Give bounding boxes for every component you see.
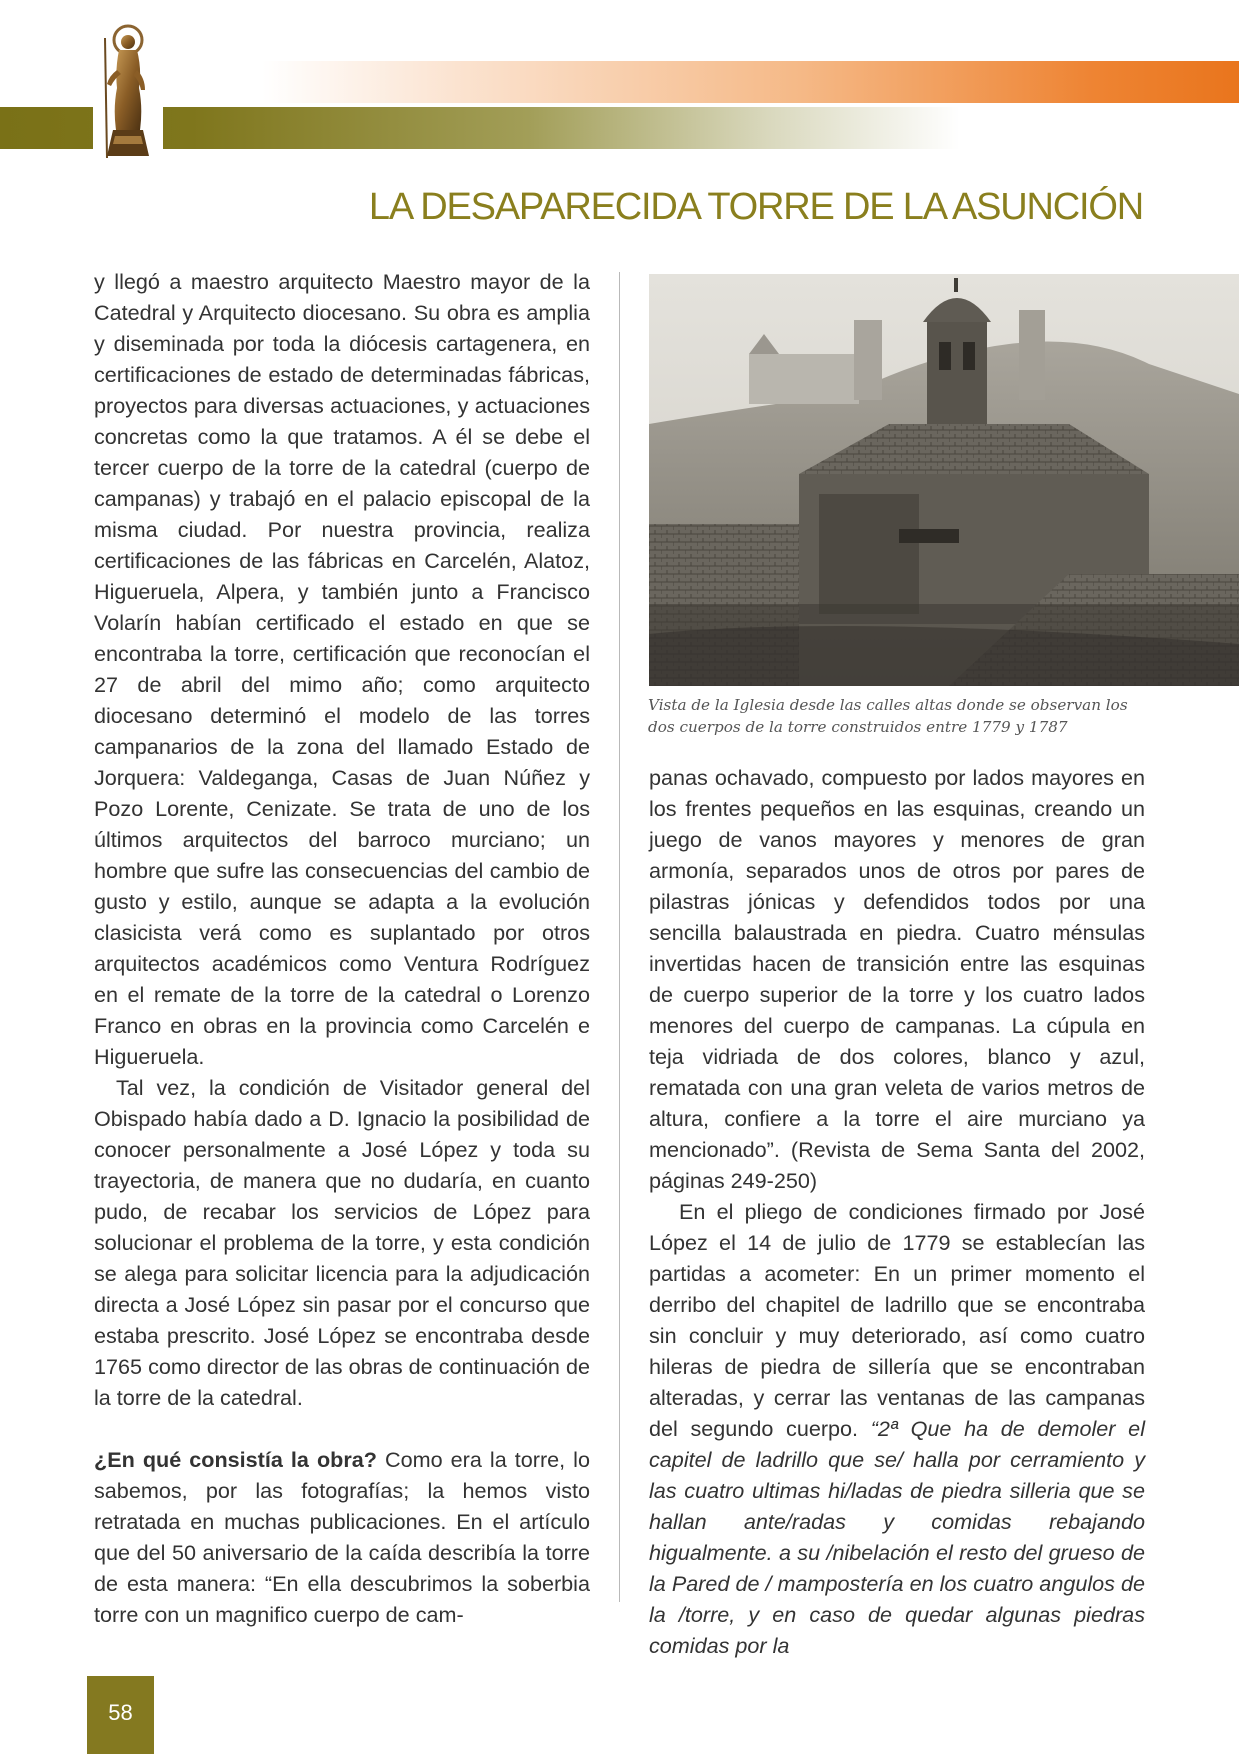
page-number-box [87,1676,154,1754]
left-paragraph-1: y llegó a maestro arquitecto Maestro mayor de la Catedral y Arquitecto diocesano. Su obra es amplia y diseminada por toda la diócesis cartagenera, en certificaciones de estado de determinadas fábricas, proyectos para diversas actuaciones, y actuaciones concretas como la que tratamos. A él se debe el tercer cuerpo de la torre de la catedral (cuerpo de campanas) y trabajó en el palacio episcopal de la misma ciudad. Por nuestra provincia, realiza certificaciones de las fábricas en Carcelén, Alatoz, Higueruela, Alpera, y también junto a Francisco Volarín habían certificado el estado en que se encontraba la torre, certificación que reconocían el 27 de abril del mimo año; como arquitecto diocesano determinó el modelo de las torres campanarios de la zona del llamado Estado de Jorquera: Valdeganga, Casas de Juan Núñez y Pozo Lorente, Cenizate. Se trata de uno de los últimos arquitectos del barroco murciano; un hombre que sufre las consecuencias del cambio de gusto y estilo, aunque se adapta a la evolución clasicista verá como es suplantado por otros arquitectos académicos como Ventura Rodríguez en el remate de la torre de la catedral o Lorenzo Franco en obras en la provincia como Carcelén e Higueruela. [94,269,590,1069]
church-photo [649,274,1239,686]
left-text-column [94,266,590,1630]
left-paragraph-3-text: Como era la torre, lo sabemos, por las fotografías; la hemos visto retratada en muchas publicaciones. En el artículo que del 50 aniversario de la caída describía la torre de esta manera: “En ella descubrimos la soberbia torre con un magnifico cuerpo de cam- [94,1447,590,1627]
left-paragraph-2: Tal vez, la condición de Visitador general del Obispado había dado a D. Ignacio la posibilidad de conocer personalmente a José López y toda su trayectoria, de manera que no dudaría, en cuanto pudo, de recabar los servicios de López para solucionar el problema de la torre, y esta condición se alega para solicitar licencia para la adjudicación directa a José López sin pasar por el concurso que estaba prescrito. José López se encontraba desde 1765 como director de las obras de continuación de la torre de la catedral. [94,1075,590,1410]
left-paragraph-3 [94,1444,590,1630]
saint-statue-icon [93,18,163,160]
right-text-column [649,762,1145,1661]
caption-line-2: dos cuerpos de la torre construidos entre 1779 y 1787 [648,718,1068,736]
right-paragraph-2-text: En el pliego de condiciones firmado por José López el 14 de julio de 1779 se establecían las partidas a acometer: En un primer momento el derribo del chapitel de ladrillo que se encontraba sin concluir y muy deteriorado, así como cuatro hileras de piedra de sillería que se encontraban alteradas, y cerrar las ventanas de las campanas del segundo cuerpo. [649,1199,1145,1441]
caption-line-1: Vista de la Iglesia desde las calles altas donde se observan los [648,696,1128,714]
right-paragraph-1: panas ochavado, compuesto por lados mayores en los frentes pequeños en las esquinas, creando un juego de vanos mayores y menores de gran armonía, separados unos de otros por pares de pilastras jónicas y defendidos todos por una sencilla balaustrada en piedra. Cuatro ménsulas invertidas hacen de transición entre las esquinas de cuerpo superior de la torre y los cuatro lados menores del cuerpo de campanas. La cúpula en teja vidriada de dos colores, blanco y azul, rematada con una gran veleta de varios metros de altura, confiere a la torre el aire murciano ya mencionado”. (Revista de Sema Santa del 2002, páginas 249-250) [649,765,1145,1193]
page-number: 58 [108,1700,133,1725]
page-title: LA DESAPARECIDA TORRE DE LA ASUNCIÓN [368,186,1143,228]
right-paragraph-2 [649,1196,1145,1661]
header-orange-bar [262,61,1239,103]
right-paragraph-2-quote: “2ª Que ha de demoler el capitel de ladrillo que se/ halla por cerramiento y las cuatro ultimas hi/ladas de piedra silleria que se hallan ante/radas y comidas rebajando higualmente. a su /nibelación el resto del grueso de la Pared de / mampostería en los cuatro angulos de la /torre, y en caso de quedar algunas piedras comidas por la [649,1416,1145,1658]
column-divider [619,272,620,1602]
section-question: ¿En qué consistía la obra? [94,1447,377,1472]
photo-caption [648,694,1148,738]
